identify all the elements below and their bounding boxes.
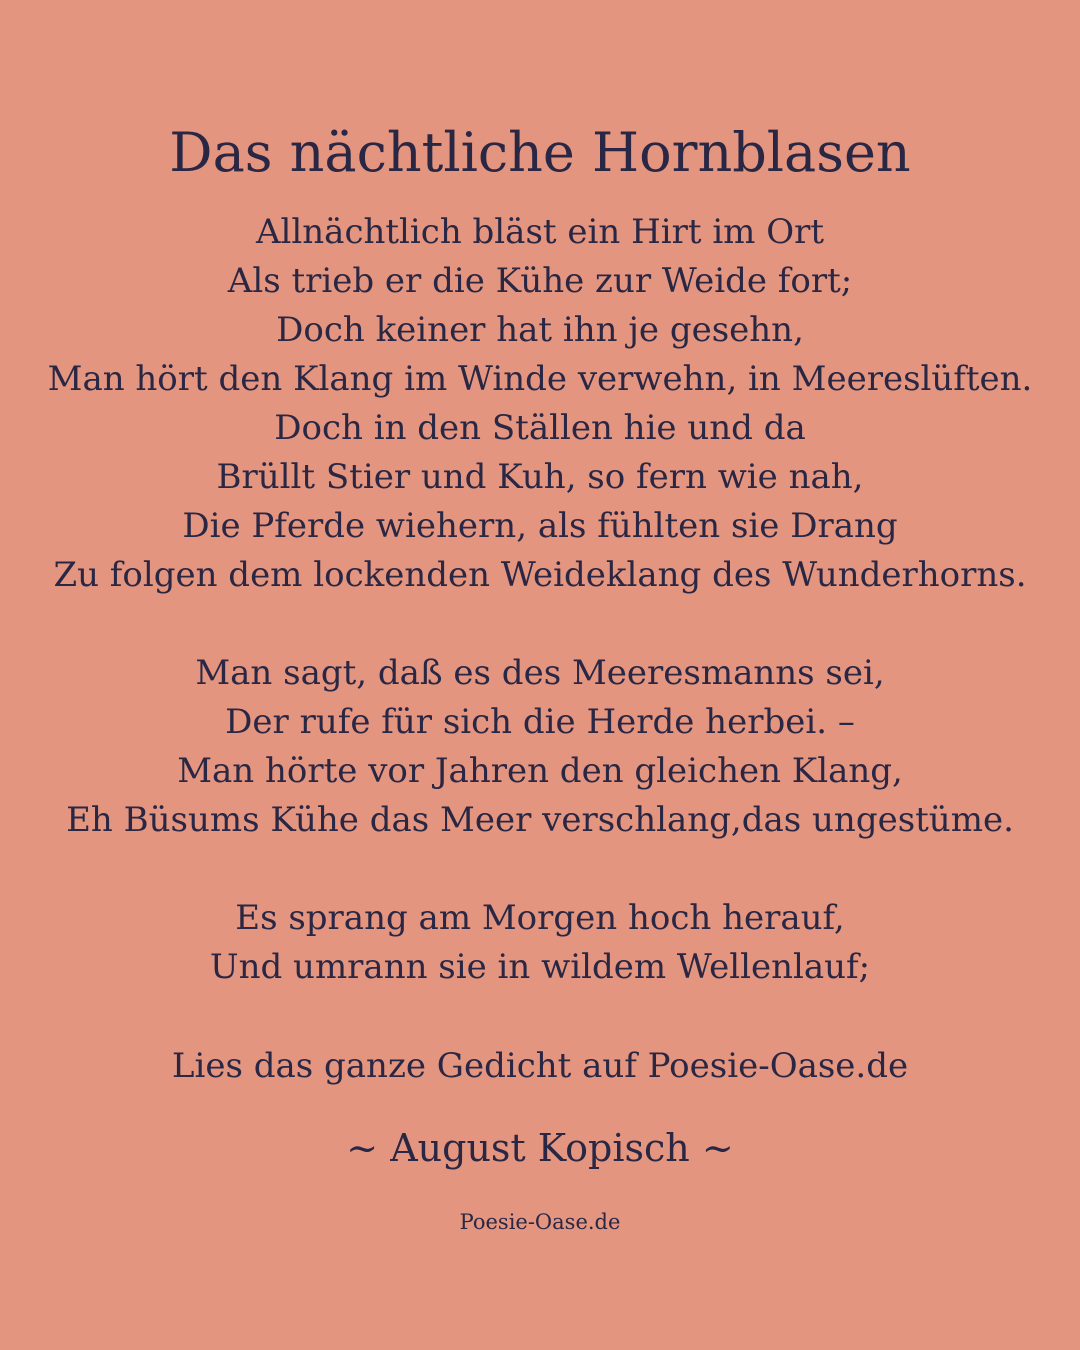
poem-line: Brüllt Stier und Kuh, so fern wie nah, (216, 457, 864, 497)
poem-title: Das nächtliche Hornblasen (169, 121, 911, 184)
poem-line: Man hörte vor Jahren den gleichen Klang, (177, 751, 903, 791)
poem-line: Als trieb er die Kühe zur Weide fort; (227, 261, 853, 301)
poem-line: Eh Büsums Kühe das Meer verschlang,das ungestüme. (66, 800, 1014, 840)
poem-line: Man sagt, daß es des Meeresmanns sei, (195, 653, 885, 693)
poem-line: Zu folgen dem lockenden Weideklang des Wunderhorns. (53, 555, 1027, 595)
site-watermark: Poesie-Oase.de (459, 1210, 621, 1234)
poem-line: Allnächtlich bläst ein Hirt im Ort (255, 212, 825, 252)
poem-line: Doch keiner hat ihn je gesehn, (276, 310, 804, 350)
stanza-1 (0, 208, 1080, 600)
poem-line: Und umrann sie in wildem Wellenlauf; (209, 947, 871, 987)
author-signature: ~ August Kopisch ~ (346, 1126, 734, 1170)
poem-line: Die Pferde wiehern, als fühlten sie Drang (182, 506, 898, 546)
poem-line: Es sprang am Morgen hoch herauf, (235, 898, 845, 938)
stanza-2 (0, 649, 1080, 845)
poem-line: Der rufe für sich die Herde herbei. – (225, 702, 855, 742)
stanza-3 (0, 894, 1080, 992)
poem-body (0, 208, 1080, 1041)
poem-line: Man hört den Klang im Winde verwehn, in Meereslüften. (47, 359, 1033, 399)
read-full-poem-text: Lies das ganze Gedicht auf Poesie-Oase.de (171, 1046, 909, 1086)
poem-line: Doch in den Ställen hie und da (274, 408, 806, 448)
